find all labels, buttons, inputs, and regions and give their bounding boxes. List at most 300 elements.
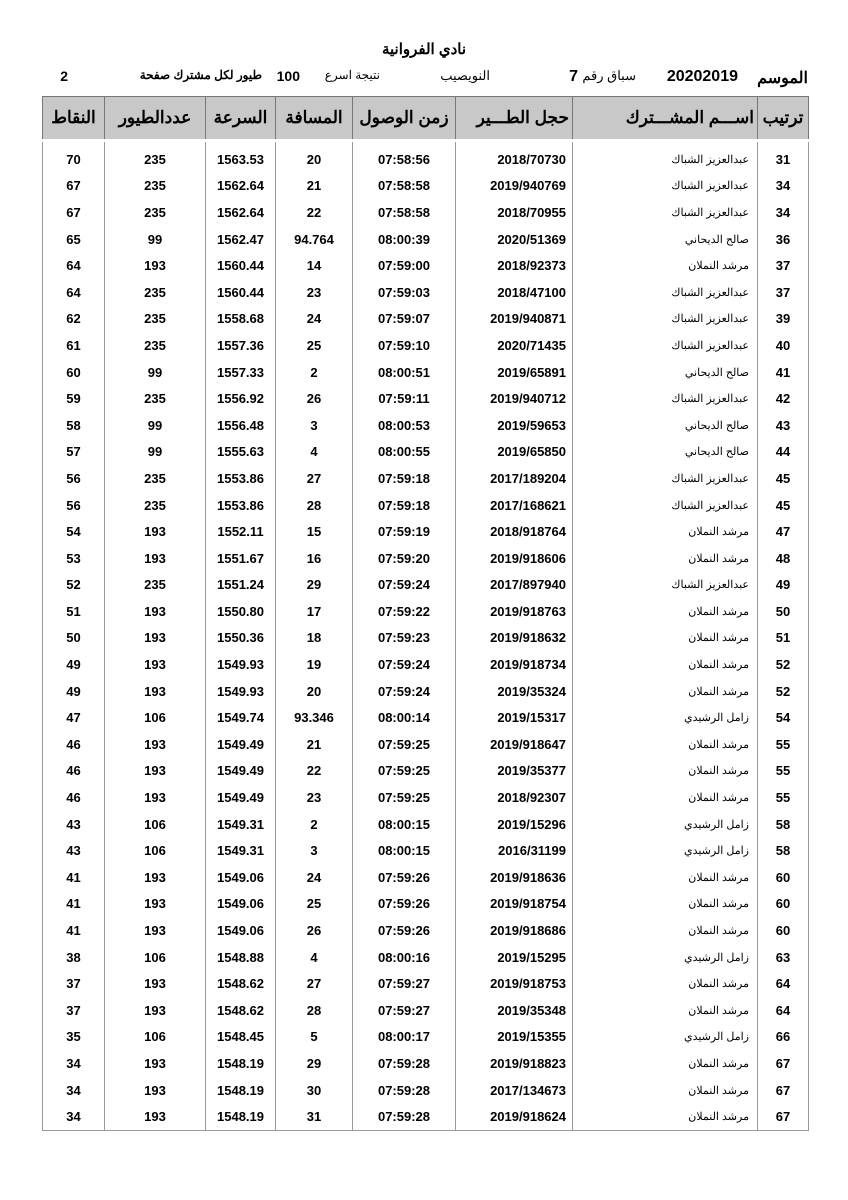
table-row — [43, 625, 809, 652]
table-row — [43, 944, 809, 971]
cell-participant: عبدالعزيز الشباك — [573, 306, 758, 333]
season-label: الموسم — [757, 70, 808, 87]
cell-bird-count: 106 — [105, 837, 206, 864]
cell-rank: 50 — [758, 598, 809, 625]
table-row — [43, 917, 809, 944]
table-row — [43, 864, 809, 891]
page-number: 2 — [60, 68, 68, 84]
cell-distance: 94.764 — [276, 226, 353, 253]
cell-arrival-time: 08:00:17 — [353, 1024, 456, 1051]
race-label: سباق رقم — [582, 68, 636, 83]
cell-distance: 24 — [276, 864, 353, 891]
cell-rank: 60 — [758, 864, 809, 891]
table-row — [43, 306, 809, 333]
cell-arrival-time: 07:59:20 — [353, 545, 456, 572]
cell-ring: 2019/940769 — [456, 173, 573, 200]
cell-distance: 26 — [276, 917, 353, 944]
cell-distance: 5 — [276, 1024, 353, 1051]
cell-participant: عبدالعزيز الشباك — [573, 572, 758, 599]
cell-participant: صالح الديحاني — [573, 412, 758, 439]
cell-arrival-time: 07:58:58 — [353, 199, 456, 226]
cell-bird-count: 193 — [105, 545, 206, 572]
cell-points: 37 — [43, 997, 105, 1024]
cell-speed: 1556.92 — [206, 385, 276, 412]
cell-ring: 2019/35324 — [456, 678, 573, 705]
table-row — [43, 252, 809, 279]
cell-arrival-time: 07:59:26 — [353, 891, 456, 918]
cell-speed: 1562.64 — [206, 199, 276, 226]
cell-ring: 2019/35377 — [456, 758, 573, 785]
cell-ring: 2018/918764 — [456, 518, 573, 545]
cell-arrival-time: 07:59:11 — [353, 385, 456, 412]
cell-participant: مرشد النملان — [573, 1050, 758, 1077]
cell-rank: 37 — [758, 279, 809, 306]
cell-distance: 20 — [276, 678, 353, 705]
cell-points: 70 — [43, 141, 105, 173]
cell-participant: مرشد النملان — [573, 997, 758, 1024]
cell-bird-count: 235 — [105, 173, 206, 200]
cell-ring: 2019/918636 — [456, 864, 573, 891]
cell-ring: 2019/918624 — [456, 1103, 573, 1130]
table-row — [43, 492, 809, 519]
header-ring: حجل الطـــير — [456, 97, 573, 141]
race-name: النويصيب — [440, 68, 490, 83]
cell-ring: 2018/92373 — [456, 252, 573, 279]
cell-rank: 51 — [758, 625, 809, 652]
cell-points: 67 — [43, 199, 105, 226]
cell-bird-count: 235 — [105, 492, 206, 519]
cell-arrival-time: 08:00:51 — [353, 359, 456, 386]
cell-speed: 1548.45 — [206, 1024, 276, 1051]
cell-distance: 2 — [276, 811, 353, 838]
cell-ring: 2019/918734 — [456, 651, 573, 678]
header-distance: المسافة — [276, 97, 353, 141]
cell-distance: 27 — [276, 465, 353, 492]
cell-distance: 25 — [276, 891, 353, 918]
cell-distance: 23 — [276, 784, 353, 811]
cell-speed: 1549.06 — [206, 864, 276, 891]
header-points: النقاط — [43, 97, 105, 141]
table-row — [43, 141, 809, 173]
table-row — [43, 731, 809, 758]
cell-distance: 18 — [276, 625, 353, 652]
cell-points: 37 — [43, 970, 105, 997]
header-bird-count: عددالطيور — [105, 97, 206, 141]
header-row — [43, 97, 809, 141]
cell-rank: 55 — [758, 731, 809, 758]
cell-speed: 1549.31 — [206, 837, 276, 864]
cell-participant: مرشد النملان — [573, 518, 758, 545]
cell-distance: 27 — [276, 970, 353, 997]
cell-participant: مرشد النملان — [573, 784, 758, 811]
cell-speed: 1549.74 — [206, 704, 276, 731]
cell-speed: 1549.06 — [206, 891, 276, 918]
cell-points: 57 — [43, 439, 105, 466]
cell-arrival-time: 07:59:27 — [353, 970, 456, 997]
cell-participant: زامل الرشيدي — [573, 811, 758, 838]
table-row — [43, 465, 809, 492]
cell-ring: 2016/31199 — [456, 837, 573, 864]
cell-speed: 1549.49 — [206, 784, 276, 811]
cell-bird-count: 193 — [105, 678, 206, 705]
cell-bird-count: 99 — [105, 359, 206, 386]
cell-rank: 55 — [758, 758, 809, 785]
cell-ring: 2019/918632 — [456, 625, 573, 652]
cell-ring: 2018/92307 — [456, 784, 573, 811]
table-row — [43, 173, 809, 200]
table-row — [43, 678, 809, 705]
cell-participant: زامل الرشيدي — [573, 1024, 758, 1051]
cell-ring: 2019/65850 — [456, 439, 573, 466]
cell-points: 60 — [43, 359, 105, 386]
cell-bird-count: 193 — [105, 518, 206, 545]
cell-participant: زامل الرشيدي — [573, 837, 758, 864]
cell-rank: 60 — [758, 891, 809, 918]
cell-arrival-time: 07:59:18 — [353, 492, 456, 519]
cell-rank: 64 — [758, 970, 809, 997]
club-title: نادي الفروانية — [381, 41, 467, 58]
cell-speed: 1563.53 — [206, 141, 276, 173]
cell-ring: 2017/189204 — [456, 465, 573, 492]
cell-speed: 1548.19 — [206, 1050, 276, 1077]
cell-points: 34 — [43, 1077, 105, 1104]
cell-bird-count: 193 — [105, 731, 206, 758]
table-row — [43, 1050, 809, 1077]
cell-bird-count: 193 — [105, 758, 206, 785]
header-speed: السرعة — [206, 97, 276, 141]
cell-arrival-time: 07:59:22 — [353, 598, 456, 625]
cell-bird-count: 193 — [105, 651, 206, 678]
cell-speed: 1549.06 — [206, 917, 276, 944]
cell-participant: صالح الديحاني — [573, 439, 758, 466]
cell-points: 50 — [43, 625, 105, 652]
cell-speed: 1549.31 — [206, 811, 276, 838]
cell-speed: 1553.86 — [206, 465, 276, 492]
cell-ring: 2019/918763 — [456, 598, 573, 625]
table-row — [43, 439, 809, 466]
table-row — [43, 572, 809, 599]
cell-rank: 60 — [758, 917, 809, 944]
cell-speed: 1549.49 — [206, 731, 276, 758]
cell-arrival-time: 07:59:26 — [353, 864, 456, 891]
season-value: 20202019 — [666, 68, 738, 85]
cell-speed: 1562.64 — [206, 173, 276, 200]
cell-speed: 1549.93 — [206, 678, 276, 705]
cell-rank: 36 — [758, 226, 809, 253]
cell-participant: مرشد النملان — [573, 1077, 758, 1104]
cell-participant: مرشد النملان — [573, 731, 758, 758]
cell-rank: 58 — [758, 811, 809, 838]
cell-points: 59 — [43, 385, 105, 412]
cell-distance: 3 — [276, 412, 353, 439]
table-row — [43, 891, 809, 918]
cell-distance: 20 — [276, 141, 353, 173]
cell-bird-count: 193 — [105, 1103, 206, 1130]
cell-ring: 2019/65891 — [456, 359, 573, 386]
race-info — [42, 68, 808, 90]
cell-points: 53 — [43, 545, 105, 572]
cell-speed: 1549.93 — [206, 651, 276, 678]
cell-distance: 14 — [276, 252, 353, 279]
cell-points: 46 — [43, 784, 105, 811]
cell-participant: مرشد النملان — [573, 758, 758, 785]
cell-ring: 2019/15355 — [456, 1024, 573, 1051]
cell-rank: 39 — [758, 306, 809, 333]
cell-arrival-time: 08:00:16 — [353, 944, 456, 971]
cell-arrival-time: 07:59:25 — [353, 731, 456, 758]
cell-ring: 2019/15295 — [456, 944, 573, 971]
cell-distance: 3 — [276, 837, 353, 864]
cell-distance: 28 — [276, 997, 353, 1024]
cell-bird-count: 106 — [105, 1024, 206, 1051]
table-row — [43, 811, 809, 838]
cell-arrival-time: 07:59:28 — [353, 1050, 456, 1077]
cell-speed: 1548.19 — [206, 1103, 276, 1130]
cell-distance: 21 — [276, 731, 353, 758]
cell-participant: عبدالعزيز الشباك — [573, 199, 758, 226]
cell-distance: 93.346 — [276, 704, 353, 731]
cell-distance: 23 — [276, 279, 353, 306]
cell-bird-count: 235 — [105, 279, 206, 306]
cell-rank: 41 — [758, 359, 809, 386]
cell-bird-count: 235 — [105, 306, 206, 333]
cell-rank: 52 — [758, 678, 809, 705]
cell-rank: 64 — [758, 997, 809, 1024]
cell-rank: 66 — [758, 1024, 809, 1051]
cell-speed: 1551.24 — [206, 572, 276, 599]
table-row — [43, 704, 809, 731]
cell-bird-count: 106 — [105, 944, 206, 971]
cell-points: 46 — [43, 731, 105, 758]
cell-arrival-time: 07:59:10 — [353, 332, 456, 359]
cell-points: 49 — [43, 678, 105, 705]
cell-ring: 2019/918647 — [456, 731, 573, 758]
cell-bird-count: 235 — [105, 385, 206, 412]
cell-speed: 1553.86 — [206, 492, 276, 519]
cell-participant: مرشد النملان — [573, 651, 758, 678]
cell-bird-count: 99 — [105, 412, 206, 439]
cell-arrival-time: 08:00:15 — [353, 811, 456, 838]
cell-speed: 1548.62 — [206, 970, 276, 997]
cell-participant: زامل الرشيدي — [573, 944, 758, 971]
cell-rank: 44 — [758, 439, 809, 466]
race-number: 7 — [569, 68, 578, 85]
cell-rank: 37 — [758, 252, 809, 279]
cell-arrival-time: 07:59:28 — [353, 1077, 456, 1104]
cell-participant: عبدالعزيز الشباك — [573, 141, 758, 173]
cell-distance: 30 — [276, 1077, 353, 1104]
table-row — [43, 359, 809, 386]
cell-distance: 21 — [276, 173, 353, 200]
cell-participant: عبدالعزيز الشباك — [573, 492, 758, 519]
cell-rank: 45 — [758, 492, 809, 519]
cell-distance: 28 — [276, 492, 353, 519]
cell-rank: 34 — [758, 173, 809, 200]
cell-speed: 1551.67 — [206, 545, 276, 572]
table-row — [43, 385, 809, 412]
cell-rank: 52 — [758, 651, 809, 678]
cell-speed: 1549.49 — [206, 758, 276, 785]
cell-bird-count: 99 — [105, 226, 206, 253]
cell-distance: 26 — [276, 385, 353, 412]
cell-speed: 1548.88 — [206, 944, 276, 971]
table-row — [43, 279, 809, 306]
cell-bird-count: 193 — [105, 997, 206, 1024]
cell-rank: 43 — [758, 412, 809, 439]
cell-participant: زامل الرشيدي — [573, 704, 758, 731]
cell-points: 41 — [43, 864, 105, 891]
table-row — [43, 545, 809, 572]
cell-arrival-time: 07:59:26 — [353, 917, 456, 944]
cell-arrival-time: 07:59:24 — [353, 572, 456, 599]
cell-arrival-time: 07:59:28 — [353, 1103, 456, 1130]
table-row — [43, 758, 809, 785]
table-row — [43, 651, 809, 678]
cell-participant: مرشد النملان — [573, 917, 758, 944]
table-row — [43, 997, 809, 1024]
cell-ring: 2019/15296 — [456, 811, 573, 838]
cell-ring: 2019/918686 — [456, 917, 573, 944]
cell-participant: عبدالعزيز الشباك — [573, 173, 758, 200]
cell-bird-count: 235 — [105, 199, 206, 226]
cell-points: 65 — [43, 226, 105, 253]
cell-arrival-time: 07:59:00 — [353, 252, 456, 279]
cell-rank: 55 — [758, 784, 809, 811]
cell-rank: 63 — [758, 944, 809, 971]
cell-ring: 2019/918606 — [456, 545, 573, 572]
cell-points: 62 — [43, 306, 105, 333]
cell-bird-count: 193 — [105, 784, 206, 811]
cell-participant: عبدالعزيز الشباك — [573, 385, 758, 412]
cell-participant: مرشد النملان — [573, 970, 758, 997]
cell-points: 38 — [43, 944, 105, 971]
cell-points: 51 — [43, 598, 105, 625]
cell-ring: 2018/70955 — [456, 199, 573, 226]
cell-speed: 1560.44 — [206, 252, 276, 279]
cell-ring: 2020/71435 — [456, 332, 573, 359]
cell-bird-count: 193 — [105, 970, 206, 997]
cell-participant: صالح الديحاني — [573, 226, 758, 253]
cell-ring: 2020/51369 — [456, 226, 573, 253]
cell-speed: 1557.33 — [206, 359, 276, 386]
cell-arrival-time: 08:00:39 — [353, 226, 456, 253]
cell-speed: 1558.68 — [206, 306, 276, 333]
cell-arrival-time: 07:59:07 — [353, 306, 456, 333]
table-row — [43, 598, 809, 625]
cell-participant: مرشد النملان — [573, 864, 758, 891]
table-row — [43, 837, 809, 864]
cell-distance: 22 — [276, 758, 353, 785]
cell-distance: 4 — [276, 944, 353, 971]
cell-bird-count: 193 — [105, 1077, 206, 1104]
cell-ring: 2019/918753 — [456, 970, 573, 997]
cell-arrival-time: 07:59:24 — [353, 678, 456, 705]
cell-participant: عبدالعزيز الشباك — [573, 279, 758, 306]
cell-arrival-time: 08:00:53 — [353, 412, 456, 439]
table-row — [43, 970, 809, 997]
table-row — [43, 412, 809, 439]
table-row — [43, 784, 809, 811]
cell-speed: 1557.36 — [206, 332, 276, 359]
cell-arrival-time: 07:58:58 — [353, 173, 456, 200]
cell-ring: 2019/940871 — [456, 306, 573, 333]
cell-points: 61 — [43, 332, 105, 359]
cell-points: 41 — [43, 917, 105, 944]
header-rank: ترتيب — [758, 97, 809, 141]
header-participant: اســـم المشـــترك — [573, 97, 758, 141]
header-arrival-time: زمن الوصول — [353, 97, 456, 141]
cell-speed: 1562.47 — [206, 226, 276, 253]
cell-bird-count: 193 — [105, 598, 206, 625]
cell-points: 56 — [43, 492, 105, 519]
cell-arrival-time: 08:00:15 — [353, 837, 456, 864]
cell-points: 46 — [43, 758, 105, 785]
cell-bird-count: 235 — [105, 572, 206, 599]
cell-ring: 2019/918754 — [456, 891, 573, 918]
cell-ring: 2017/897940 — [456, 572, 573, 599]
cell-ring: 2019/15317 — [456, 704, 573, 731]
cell-rank: 67 — [758, 1103, 809, 1130]
cell-ring: 2017/134673 — [456, 1077, 573, 1104]
cell-arrival-time: 08:00:14 — [353, 704, 456, 731]
fast-label: نتيجة اسرع — [324, 68, 380, 82]
cell-ring: 2019/940712 — [456, 385, 573, 412]
cell-distance: 4 — [276, 439, 353, 466]
cell-points: 41 — [43, 891, 105, 918]
cell-distance: 31 — [276, 1103, 353, 1130]
cell-bird-count: 193 — [105, 864, 206, 891]
fast-value: 100 — [276, 68, 300, 84]
cell-rank: 34 — [758, 199, 809, 226]
cell-arrival-time: 07:59:25 — [353, 784, 456, 811]
cell-rank: 45 — [758, 465, 809, 492]
cell-ring: 2018/70730 — [456, 141, 573, 173]
cell-participant: مرشد النملان — [573, 1103, 758, 1130]
cell-bird-count: 106 — [105, 811, 206, 838]
cell-rank: 67 — [758, 1077, 809, 1104]
cell-distance: 19 — [276, 651, 353, 678]
cell-arrival-time: 07:59:24 — [353, 651, 456, 678]
cell-speed: 1552.11 — [206, 518, 276, 545]
cell-distance: 22 — [276, 199, 353, 226]
cell-arrival-time: 07:59:23 — [353, 625, 456, 652]
cell-bird-count: 235 — [105, 332, 206, 359]
cell-points: 58 — [43, 412, 105, 439]
cell-speed: 1550.36 — [206, 625, 276, 652]
cell-rank: 31 — [758, 141, 809, 173]
cell-points: 35 — [43, 1024, 105, 1051]
table-row — [43, 226, 809, 253]
cell-bird-count: 193 — [105, 625, 206, 652]
cell-points: 34 — [43, 1050, 105, 1077]
cell-bird-count: 193 — [105, 252, 206, 279]
cell-ring: 2019/35348 — [456, 997, 573, 1024]
cell-points: 43 — [43, 811, 105, 838]
cell-arrival-time: 07:59:25 — [353, 758, 456, 785]
cell-bird-count: 193 — [105, 917, 206, 944]
table-row — [43, 1103, 809, 1130]
cell-rank: 58 — [758, 837, 809, 864]
cell-bird-count: 193 — [105, 1050, 206, 1077]
cell-bird-count: 193 — [105, 891, 206, 918]
cell-arrival-time: 07:59:27 — [353, 997, 456, 1024]
cell-distance: 24 — [276, 306, 353, 333]
table-row — [43, 1024, 809, 1051]
cell-distance: 2 — [276, 359, 353, 386]
cell-speed: 1548.62 — [206, 997, 276, 1024]
cell-bird-count: 235 — [105, 465, 206, 492]
cell-distance: 16 — [276, 545, 353, 572]
